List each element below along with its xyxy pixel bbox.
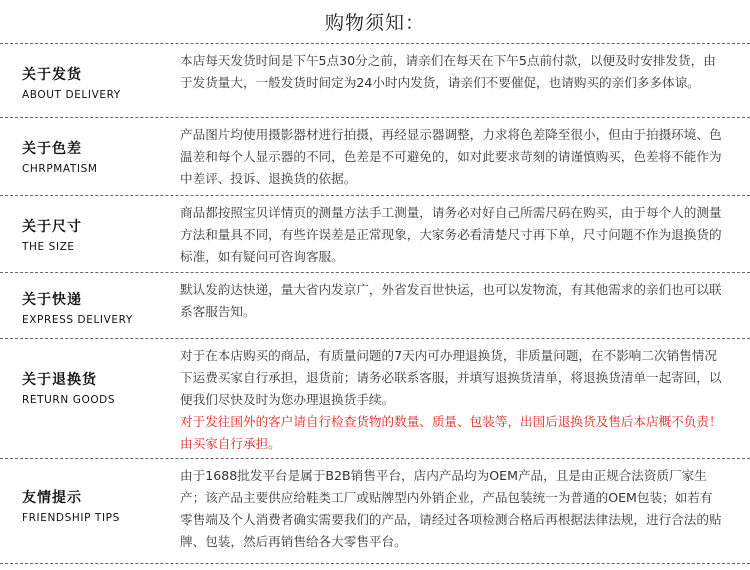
- section-title-cn: 关于尺寸: [22, 219, 82, 235]
- section-text: 本店每天发货时间是下午5点30分之前，请亲们在每天在下午5点前付款，以便及时安排发货，由于发货量大，一般发货时间定为24小时内发货，请亲们不要催促，也请购买的亲们多多体谅。: [180, 53, 716, 90]
- section-label: [22, 138, 172, 175]
- section-title-cn: 关于发货: [22, 67, 82, 83]
- section-title-en: ABOUT DELIVERY: [22, 89, 121, 101]
- section-about-delivery: [0, 43, 750, 117]
- section-title-en: FRIENDSHIP TIPS: [22, 512, 120, 524]
- section-title-cn: 关于快递: [22, 292, 82, 308]
- section-title-cn: 关于色差: [22, 141, 82, 157]
- section-content: [180, 465, 725, 553]
- section-title-cn: 关于退换货: [22, 372, 97, 388]
- section-content: [180, 345, 725, 455]
- section-return-goods: [0, 338, 750, 458]
- section-label: [22, 487, 172, 524]
- section-title-en: EXPRESS DELIVERY: [22, 314, 133, 326]
- section-content: [180, 279, 725, 323]
- section-content: [180, 202, 725, 268]
- section-size: [0, 195, 750, 272]
- section-text: 商品都按照宝贝详情页的测量方法手工测量，请务必对好自己所需尺码在购买，由于每个人的测量方法和量具不同，有些许误差是正常现象，大家务必看清楚尺寸再下单，尺寸问题不作为退换货的标准，如有疑问可咨询客服。: [180, 205, 722, 264]
- section-text: 由于1688批发平台是属于B2B销售平台，店内产品均为OEM产品，且是由正规合法资质厂家生产；该产品主要供应给鞋类工厂或贴牌型内外销企业，产品包装统一为普通的OEM包装；如若有零售端及个人消费者确实需要我们的产品，请经过各项检测合格后再根据法律法规，进行合法的贴牌、包装，然后再销售给各大零售平台。: [180, 468, 722, 549]
- section-content: [180, 50, 725, 94]
- section-chromatism: [0, 117, 750, 195]
- section-express-delivery: [0, 272, 750, 338]
- section-title-en: THE SIZE: [22, 241, 75, 253]
- section-label: [22, 289, 172, 326]
- page-title: 购物须知：: [324, 12, 425, 34]
- section-label: [22, 369, 172, 406]
- section-title-cn: 友情提示: [22, 490, 82, 506]
- section-text: 产品图片均使用摄影器材进行拍摄，再经显示器调整，力求将色差降至很小，但由于拍摄环境、色温差和每个人显示器的不同，色差是不可避免的，如对此要求苛刻的请谨慎购买，色差将不能作为中差评、投诉、退换货的依据。: [180, 127, 722, 186]
- section-content: [180, 124, 725, 190]
- section-text: 默认发韵达快递，量大省内发京广，外省发百世快运，也可以发物流，有其他需求的亲们也可以联系客服告知。: [180, 282, 722, 319]
- section-label: [22, 216, 172, 253]
- section-title-en: RETURN GOODS: [22, 394, 116, 406]
- section-warning: 对于发往国外的客户请自行检查货物的数量、质量、包装等，出国后退换货及售后本店概不负责！由买家自行承担。: [180, 414, 722, 451]
- section-label: [22, 64, 172, 101]
- section-text: 对于在本店购买的商品，有质量问题的7天内可办理退换货，非质量问题，在不影响二次销售情况下运费买家自行承担，退货前；请务必联系客服，并填写退换货清单，将退换货清单一起寄回，以便我们尽快及时为您办理退换货手续。: [180, 348, 722, 407]
- section-title-en: CHRPMATISM: [22, 163, 98, 175]
- section-friendship-tips: [0, 458, 750, 564]
